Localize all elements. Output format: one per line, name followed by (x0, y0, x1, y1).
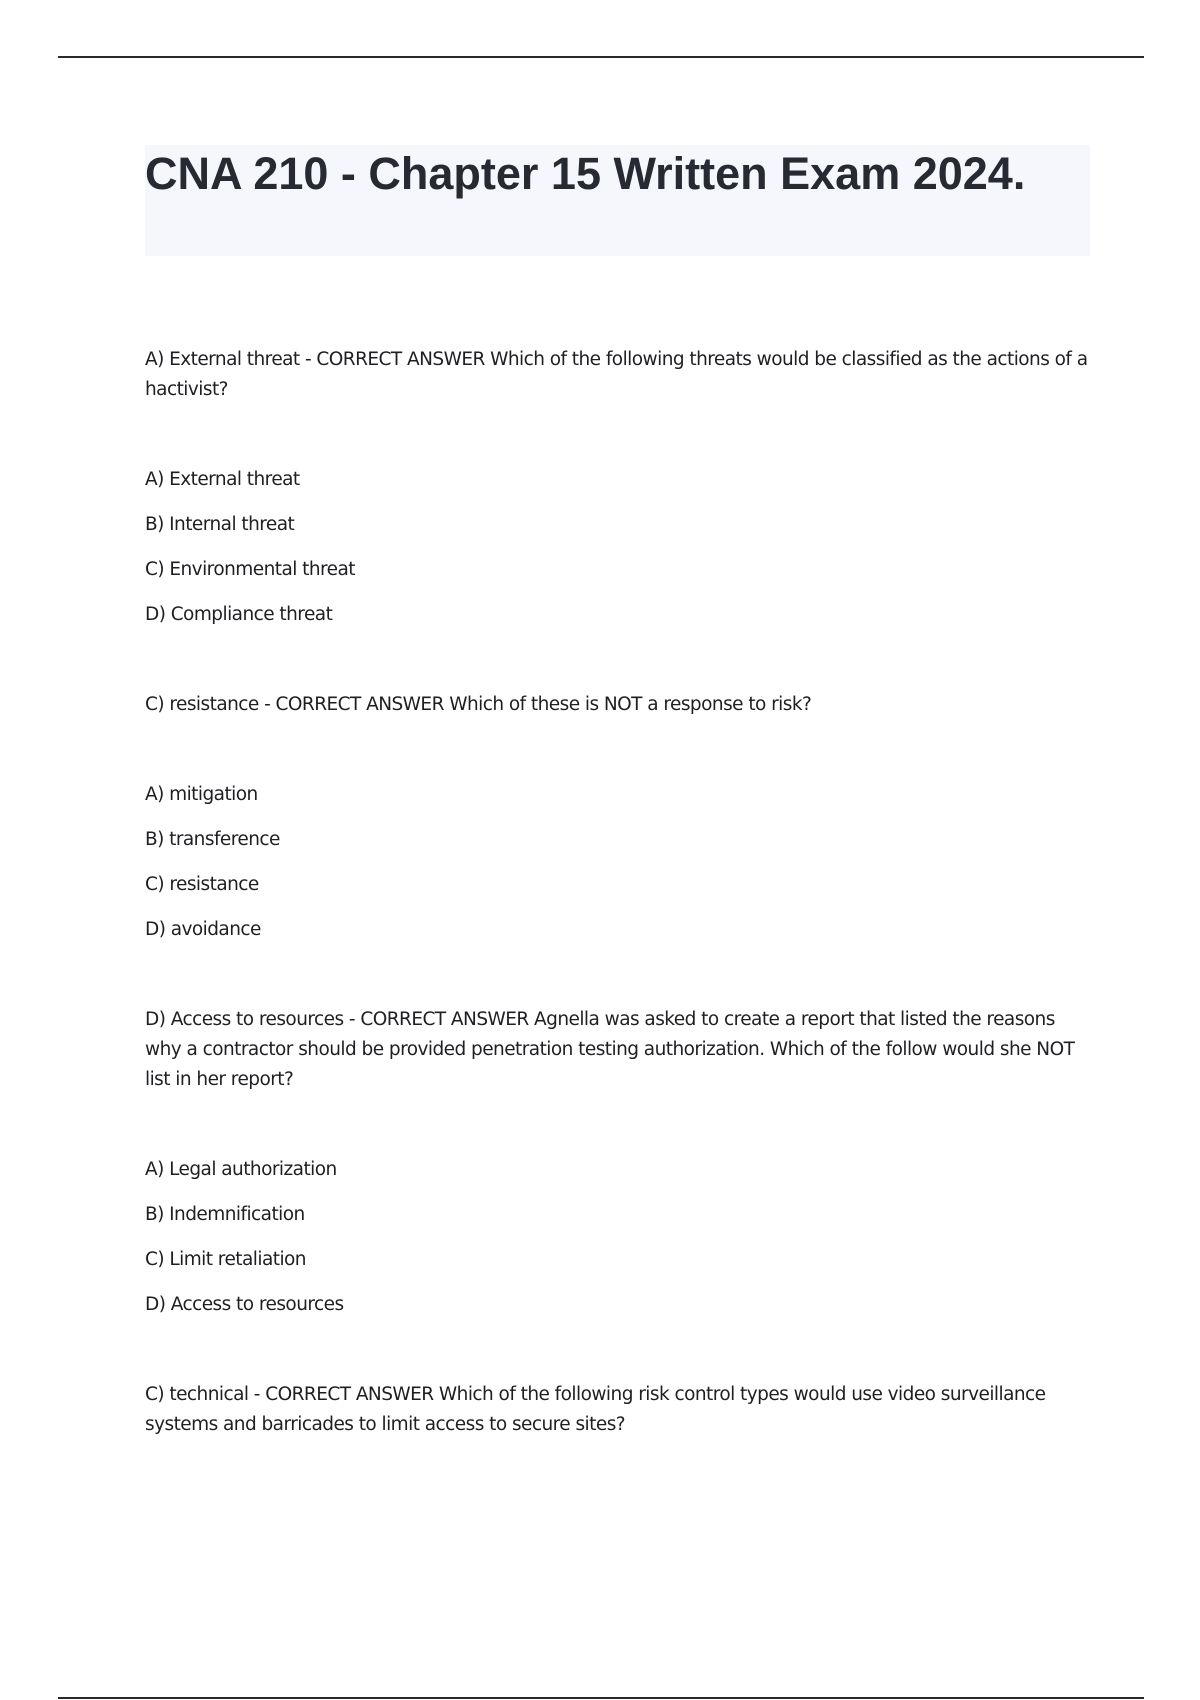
document-body (145, 345, 1090, 1440)
question-text: A) External threat - CORRECT ANSWER Which of the following threats would be classified as the actions of a hactivist? (145, 349, 1088, 400)
question-block (145, 1380, 1090, 1440)
option-item: A) External threat (145, 469, 300, 490)
top-rule (58, 56, 1144, 58)
option-item: A) Legal authorization (145, 1159, 337, 1180)
option-item: C) Environmental threat (145, 559, 356, 580)
question-block (145, 345, 1090, 630)
option-item: B) Indemnification (145, 1204, 305, 1225)
option-item: C) Limit retaliation (145, 1249, 306, 1270)
option-item: D) Access to resources (145, 1294, 344, 1315)
option-item: D) avoidance (145, 919, 261, 940)
question-text: C) resistance - CORRECT ANSWER Which of these is NOT a response to risk? (145, 694, 812, 715)
question-block (145, 690, 1090, 945)
question-text: C) technical - CORRECT ANSWER Which of the following risk control types would use video surveillance systems and barricades to limit access to secure sites? (145, 1384, 1046, 1435)
option-item: D) Compliance threat (145, 604, 333, 625)
option-item: C) resistance (145, 874, 259, 895)
option-list (145, 780, 1090, 945)
title-banner (145, 145, 1090, 256)
bottom-rule (58, 1697, 1144, 1699)
option-item: B) transference (145, 829, 280, 850)
page-title: CNA 210 - Chapter 15 Written Exam 2024. (145, 148, 1026, 199)
option-list (145, 465, 1090, 630)
option-item: A) mitigation (145, 784, 258, 805)
option-list (145, 1155, 1090, 1320)
question-text: D) Access to resources - CORRECT ANSWER Agnella was asked to create a report that listed the reasons why a contractor should be provided penetration testing authorization. Which of the follow would she NOT list in her report? (145, 1009, 1075, 1090)
option-item: B) Internal threat (145, 514, 295, 535)
question-block (145, 1005, 1090, 1320)
